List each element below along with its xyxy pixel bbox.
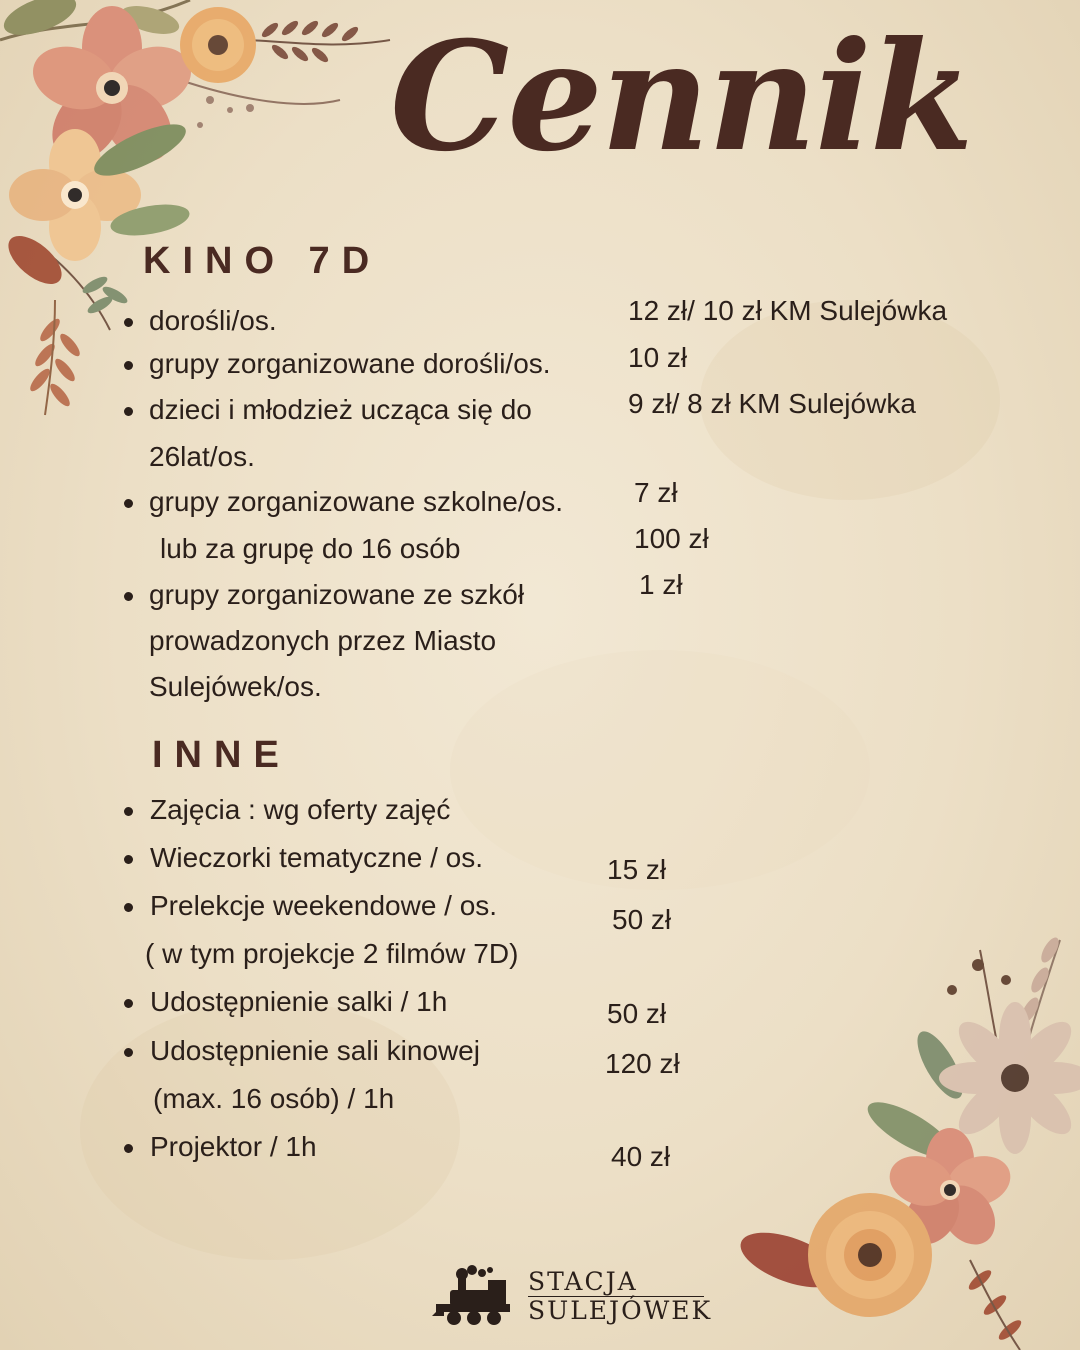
floral-decoration-bottom-right xyxy=(720,920,1080,1350)
bullet xyxy=(124,361,133,370)
price: 50 zł xyxy=(612,904,672,935)
list-item: Wieczorki tematyczne / os. xyxy=(150,842,483,873)
list-item: Prelekcje weekendowe / os. xyxy=(150,890,498,921)
price: 10 zł xyxy=(628,342,688,373)
list-item-continuation: Sulejówek/os. xyxy=(149,671,322,702)
list-item-continuation: ( w tym projekcje 2 filmów 7D) xyxy=(145,938,519,969)
bullet xyxy=(124,1048,133,1057)
list-item: Udostępnienie salki / 1h xyxy=(150,986,448,1017)
bullet xyxy=(124,407,133,416)
price: 1 zł xyxy=(639,569,683,600)
bullet xyxy=(124,592,133,601)
list-item: grupy zorganizowane dorośli/os. xyxy=(149,348,551,379)
logo-text-line1: STACJA xyxy=(528,1267,638,1296)
list-item-continuation: prowadzonych przez Miasto xyxy=(149,625,497,656)
bullet xyxy=(124,999,133,1008)
list-item: dorośli/os. xyxy=(149,305,277,336)
bullet xyxy=(124,807,133,816)
bullet xyxy=(124,855,133,864)
page-title: Cennik xyxy=(390,9,972,185)
price: 12 zł/ 10 zł KM Sulejówka xyxy=(628,295,948,326)
list-item: Udostępnienie sali kinowej xyxy=(150,1035,480,1066)
price: 9 zł/ 8 zł KM Sulejówka xyxy=(628,388,916,419)
bullet xyxy=(124,318,133,327)
list-item: dzieci i młodzież ucząca się do xyxy=(149,394,532,425)
section-heading-kino: KINO 7D xyxy=(143,240,382,282)
list-item: grupy zorganizowane szkolne/os. xyxy=(149,486,564,517)
price: 120 zł xyxy=(605,1048,680,1079)
price: 100 zł xyxy=(634,523,709,554)
price: 7 zł xyxy=(634,477,678,508)
price: 50 zł xyxy=(607,998,667,1029)
list-item: grupy zorganizowane ze szkół xyxy=(149,579,525,610)
list-item: Projektor / 1h xyxy=(150,1131,317,1162)
bullet xyxy=(124,903,133,912)
list-item-continuation: (max. 16 osób) / 1h xyxy=(153,1083,395,1114)
logo-text-line2: SULEJÓWEK xyxy=(528,1296,713,1325)
list-item-continuation: lub za grupę do 16 osób xyxy=(160,533,461,564)
bullet xyxy=(124,499,133,508)
list-item: Zajęcia : wg oferty zajęć xyxy=(150,794,451,825)
price: 40 zł xyxy=(611,1141,671,1172)
price: 15 zł xyxy=(607,854,667,885)
list-item-continuation: 26lat/os. xyxy=(149,441,255,472)
section-heading-inne: INNE xyxy=(152,734,291,776)
train-icon xyxy=(432,1264,516,1328)
bullet xyxy=(124,1144,133,1153)
